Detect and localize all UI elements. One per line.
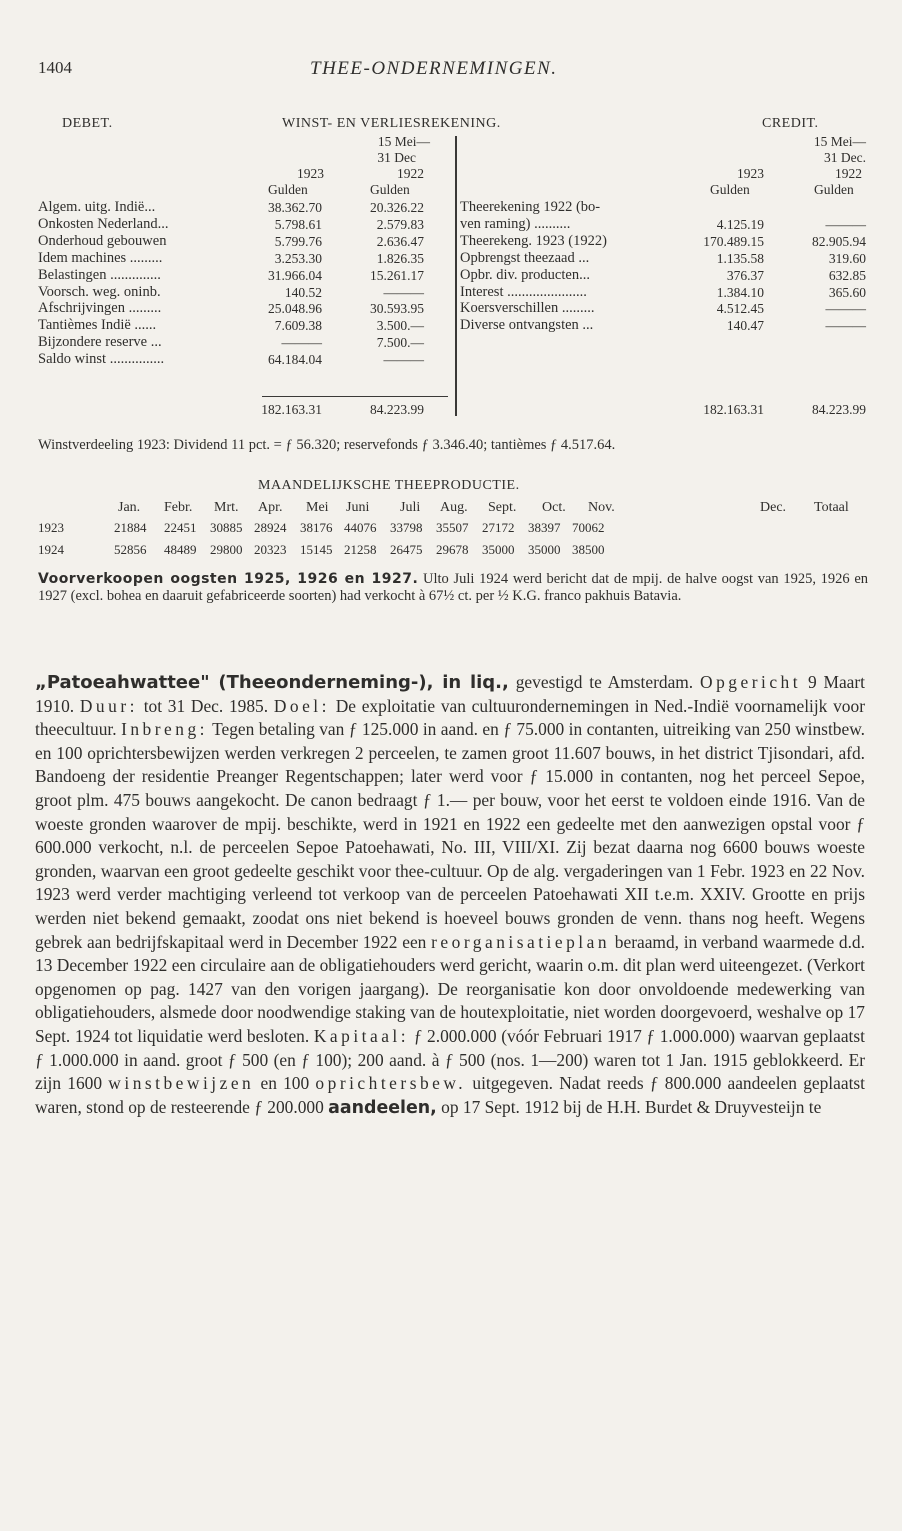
debet-sum-line <box>262 396 448 397</box>
production-year: 1924 <box>38 542 64 557</box>
production-month-header: Juli <box>400 500 421 515</box>
production-value: 33798 <box>390 520 423 535</box>
debet-year-1923: 1923 <box>297 166 324 181</box>
debet-row-label: Bijzondere reserve ... <box>38 334 162 351</box>
debet-row-1923: 38.362.70 <box>268 200 322 215</box>
credit-row-1922: 82.905.94 <box>812 233 866 249</box>
forward-sales <box>38 571 868 605</box>
debet-row-1922: 2.579.83 <box>376 216 424 232</box>
debet-year-1922: 1922 <box>397 166 424 181</box>
production-value: 48489 <box>164 542 197 557</box>
account-divider <box>455 136 457 416</box>
credit-row-label: Diverse ontvangsten ... <box>460 317 594 334</box>
contribution-text: Tegen betaling van ƒ 125.000 in aand. en ƒ 75.000 in contanten, uitreiking van 250 winstbew. en 100 oprichtersbewijzen werden verkregen 2 perceelen, te zamen groot 11.607 bouws, in het district Tjisondari, afd. Bandoeng der residentie Preanger Regentschappen; later werd voor ƒ 15.000 in contanten, nog het perceel Sepoe, groot plm. 475 bouws aangekocht. De canon bedraagt ƒ 1.— per bouw, voor het eerst te voldoen einde 1916. Van de woeste gronden waarover de mpij. beschikte, werd in 1921 en 1922 een gedeelte met den aanwezigen opstal voor ƒ 600.000 verkocht, n.l. de perceelen Sepoe Patoehawati, No. III, VIII/XI. Zij bezat daarna nog 6600 bouws woeste gronden, waarvan een groot gedeelte geschikt voor thee-cultuur. Op de alg. vergaderingen van 1 Febr. 1923 en 22 Nov. 1923 werd verder machtiging verleend tot verkoop van de perceelen Patoehawati XII t.e.m. XXIV. Grootte en prijs werden niet bekend gemaakt, zoodat ons niet bekend is hoeveel bouws gronden de venn. thans nog heeft. Wegens gebrek aan bedrijfskapitaal werd in December 1922 een <box>35 719 865 952</box>
credit-row-1922: 365.60 <box>828 284 866 300</box>
debet-row-1922: 15.261.17 <box>370 267 424 283</box>
debet-unit-1923: Gulden <box>268 182 308 197</box>
debet-row-1922: 2.636.47 <box>376 233 424 249</box>
contribution-label: Inbreng: <box>121 719 208 740</box>
reorganisation-label: reorganisatieplan <box>431 931 611 952</box>
profit-distribution: Winstverdeeling 1923: Dividend 11 pct. = ƒ 56.320; reservefonds ƒ 3.346.40; tantièmes ƒ 4.517.64. <box>38 437 616 453</box>
duration-value: tot 31 Dec. 1985. <box>143 695 269 716</box>
production-value: 70062 <box>572 520 605 535</box>
capital-text: ƒ 2.000.000 (vóór Februari 1917 ƒ 1.000.000) waarvan geplaatst ƒ 1.000.000 in aand. groot ƒ 500 (en ƒ 100); 200 aand. à ƒ 500 (nos. 1—200) waren tot 1 Jan. 1915 geblokkeerd. Er zijn 1600 <box>35 1025 865 1094</box>
debet-row-1922: ——— <box>383 284 424 300</box>
production-month-header: Mei <box>306 500 329 515</box>
profit-loss-account <box>0 0 902 430</box>
final-text: op 17 Sept. 1912 bij de H.H. Burdet & Druyvesteijn te <box>441 1096 822 1117</box>
production-value: 38176 <box>300 520 333 535</box>
credit-row-label: Interest ...................... <box>460 283 587 300</box>
duration-label: Duur: <box>79 695 138 716</box>
page-number: 1404 <box>38 58 72 77</box>
production-value: 38500 <box>572 542 605 557</box>
production-value: 15145 <box>300 542 333 557</box>
debet-row-1923: 5.798.61 <box>274 216 322 232</box>
company-paragraph <box>35 671 865 1120</box>
production-value: 21258 <box>344 542 377 557</box>
production-value: 29800 <box>210 542 243 557</box>
production-value: 52856 <box>114 542 147 557</box>
credit-row-label: Opbr. div. producten... <box>460 266 590 283</box>
and-100: en 100 <box>260 1073 310 1094</box>
production-value: 35000 <box>528 542 561 557</box>
debet-unit-1922: Gulden <box>370 182 410 197</box>
founders-certificates-label: oprichtersbew. <box>315 1073 467 1094</box>
production-month-header: Nov. <box>588 500 615 515</box>
company-seat: gevestigd te Amsterdam. <box>515 672 694 692</box>
production-month-header: Jan. <box>118 500 141 515</box>
production-month-header: Aug. <box>440 500 468 515</box>
credit-total-1922: 84.223.99 <box>812 402 866 417</box>
credit-row-1922: ——— <box>825 301 866 317</box>
debet-row-1923: 7.609.38 <box>274 318 322 334</box>
production-value: 27172 <box>482 520 515 535</box>
credit-period-2: 31 Dec. <box>824 150 866 165</box>
production-value: 21884 <box>114 520 147 535</box>
production-month-header: Totaal <box>814 500 849 515</box>
credit-row-label: Koersverschillen ......... <box>460 300 595 317</box>
debet-row-1922: 20.326.22 <box>370 200 424 215</box>
forward-sales-text: Ulto Juli 1924 werd bericht dat de mpij. de halve oogst van 1925, 1926 en 1927 (excl. bohea en daaruit gefabriceerde soorten) had verkocht à 67½ ct. per ½ K.G. franco pakhuis Batavia. <box>38 571 869 604</box>
debet-row-1923: 31.966.04 <box>268 267 322 283</box>
credit-row-1922: ——— <box>825 216 866 232</box>
credit-label: CREDIT. <box>762 116 819 131</box>
debet-row-1922: ——— <box>383 352 424 368</box>
credit-row-1922: 632.85 <box>828 267 866 283</box>
debet-row-label: Belastingen .............. <box>38 266 161 283</box>
debet-row-1923: ——— <box>281 335 322 351</box>
purpose-label: Doel: <box>273 695 330 716</box>
debet-row-1922: 30.593.95 <box>370 301 424 317</box>
credit-row-1922: ——— <box>825 318 866 334</box>
credit-total-1923: 182.163.31 <box>703 402 764 417</box>
production-year: 1923 <box>38 520 64 535</box>
credit-row-1923: 140.47 <box>726 318 764 334</box>
debet-total-1922: 84.223.99 <box>370 402 424 417</box>
credit-row-label: Theerekeng. 1923 (1922) <box>460 232 607 249</box>
company-name: „Patoeahwattee" (Theeonderneming-), in liq., <box>35 672 509 693</box>
credit-year-1923: 1923 <box>737 166 764 181</box>
credit-row-1923: 170.489.15 <box>703 233 764 249</box>
credit-unit-1922: Gulden <box>814 182 854 197</box>
production-month-header: Oct. <box>542 500 566 515</box>
account-title: WINST- EN VERLIESREKENING. <box>282 116 501 131</box>
production-value: 20323 <box>254 542 287 557</box>
debet-period-2: 31 Dec <box>377 150 416 165</box>
capital-label: Kapitaal: <box>313 1025 410 1046</box>
company-entry <box>35 671 865 1120</box>
credit-row-label: ven raming) .......... <box>460 215 571 232</box>
production-title: MAANDELIJKSCHE THEEPRODUCTIE. <box>258 478 520 493</box>
purpose-text: De exploitatie van cultuurondernemingen in Ned.-Indië voornamelijk voor theecultuur. <box>35 695 865 740</box>
debet-row-label: Saldo winst ............... <box>38 351 165 368</box>
debet-row-label: Onkosten Nederland... <box>38 215 169 232</box>
credit-row-1923: 4.125.19 <box>716 216 764 232</box>
credit-row-1923: 1.135.58 <box>716 250 764 266</box>
debet-row-label: Afschrijvingen ......... <box>38 300 162 317</box>
debet-row-label: Tantièmes Indië ...... <box>38 317 157 334</box>
debet-row-1923: 64.184.04 <box>268 352 322 368</box>
debet-row-1923: 140.52 <box>284 284 322 300</box>
production-value: 44076 <box>344 520 377 535</box>
debet-row-1922: 1.826.35 <box>376 250 424 266</box>
credit-period-1: 15 Mei— <box>813 134 866 149</box>
production-value: 29678 <box>436 542 469 557</box>
debet-row-1923: 25.048.96 <box>268 301 322 317</box>
production-month-header: Mrt. <box>214 500 239 515</box>
production-value: 38397 <box>528 520 561 535</box>
shares-label: aandeelen, <box>328 1097 437 1118</box>
debet-row-1923: 3.253.30 <box>274 250 322 266</box>
production-value: 30885 <box>210 520 243 535</box>
production-value: 22451 <box>164 520 197 535</box>
credit-row-label: Theerekening 1922 (bo- <box>460 199 601 215</box>
debet-row-label: Algem. uitg. Indië... <box>38 199 156 215</box>
established-label: Opgericht <box>700 672 802 692</box>
forward-sales-heading: Voorverkoopen oogsten 1925, 1926 en 1927. <box>38 571 419 587</box>
debet-row-label: Idem machines ......... <box>38 249 163 266</box>
profit-certificates-label: winstbewijzen <box>108 1073 255 1094</box>
debet-total-1923: 182.163.31 <box>261 402 322 417</box>
credit-row-1923: 376.37 <box>726 267 764 283</box>
debet-row-1922: 7.500.— <box>376 335 424 351</box>
production-month-header: Sept. <box>488 500 517 515</box>
production-value: 26475 <box>390 542 423 557</box>
running-title: THEE-ONDERNEMINGEN. <box>310 58 558 79</box>
debet-row-1922: 3.500.— <box>376 318 424 334</box>
established-date: 9 Maart 1910. <box>35 672 866 716</box>
credit-row-1923: 4.512.45 <box>716 301 764 317</box>
credit-row-1922: 319.60 <box>828 250 866 266</box>
production-month-header: Apr. <box>258 500 283 515</box>
credit-row-1923: 1.384.10 <box>716 284 764 300</box>
production-month-header: Dec. <box>760 500 787 515</box>
debet-row-1923: 5.799.76 <box>274 233 322 249</box>
production-value: 28924 <box>254 520 287 535</box>
debet-label: DEBET. <box>62 116 113 131</box>
debet-row-label: Onderhoud gebouwen <box>38 232 167 249</box>
credit-row-label: Opbrengst theezaad ... <box>460 249 590 266</box>
reorganisation-text: beraamd, in verband waarmede d.d. 13 December 1922 een circulaire aan de obligatiehouders werd gericht, waarin o.m. dit plan werd uiteengezet. (Verkort opgenomen op pag. 1427 van den vorigen jaargang). De reorganisatie kon door onvoldoende medewerking van obligatiehouders, alsmede door noodwendige staking van de houtexploitatie, niet worden doorgevoerd, weshalve op 17 Sept. 1924 tot liquidatie werd besloten. <box>35 931 865 1046</box>
debet-period-1: 15 Mei— <box>377 134 430 149</box>
debet-row-label: Voorsch. weg. oninb. <box>38 283 161 300</box>
production-month-header: Juni <box>346 500 370 515</box>
production-month-header: Febr. <box>164 500 193 515</box>
production-value: 35000 <box>482 542 515 557</box>
production-value: 35507 <box>436 520 469 535</box>
credit-year-1922: 1922 <box>835 166 862 181</box>
issue-text: uitgegeven. Nadat reeds ƒ 800.000 aandeelen geplaatst waren, stond op de resteerende ƒ 200.000 <box>35 1073 866 1117</box>
credit-unit-1923: Gulden <box>710 182 750 197</box>
